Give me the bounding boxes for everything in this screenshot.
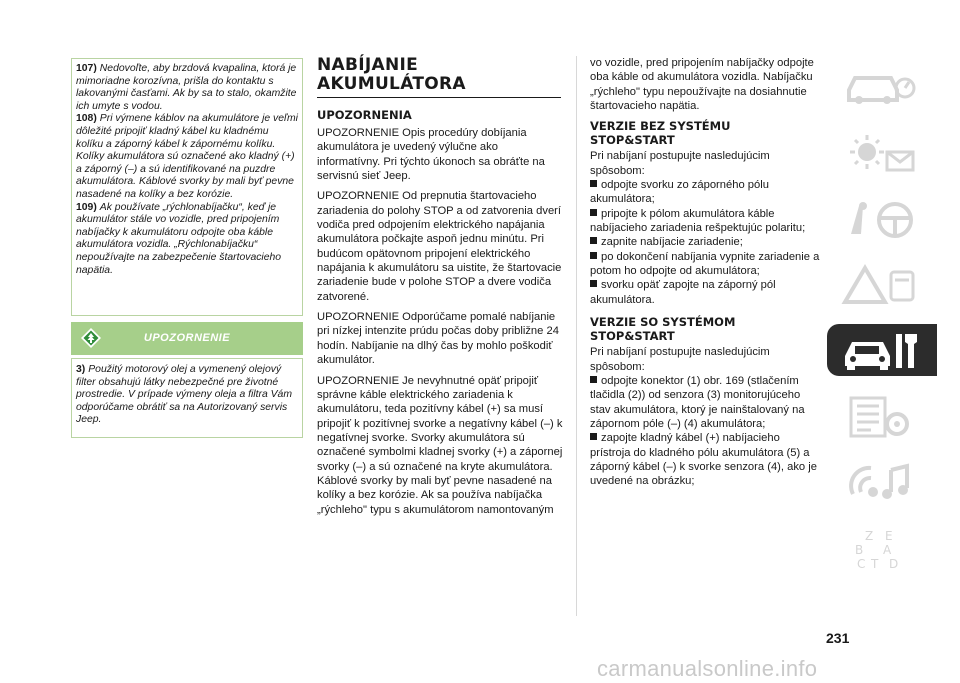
safety-icon <box>841 198 921 240</box>
warning-item-109: 109) Ak používate „rýchlonabíjačku“, keď je akumulátor stále vo vozidle, pred pripojením nabíjačky k akumulátoru odpojte oba káble akumulátora vozidla. „Rýchlonabíjačku“ nepoužívajte na zabezpečenie štartovacieho napätia. <box>76 201 282 276</box>
procedure-lead: Pri nabíjaní postupujte nasledujúcim spôsobom: <box>590 346 770 373</box>
list-item: pripojte k pólom akumulátora káble nabíjacieho zariadenia rešpektujúc polaritu; <box>590 207 806 235</box>
environment-warning-header <box>71 322 303 355</box>
environment-warning-item: 3) Použitý motorový olej a vymenený olejový filter obsahujú látky nebezpečné pre životné prostredie. V prípade výmeny oleja a filtra Vám odporúčame obrátiť sa na Autorizovaný servis Jeep. <box>76 364 292 426</box>
technical-data-icon <box>841 396 921 438</box>
index-letter: D <box>889 557 899 570</box>
tab-car-overview[interactable] <box>827 60 937 112</box>
list-item: zapojte kladný kábel (+) nabíjacieho prístroja do kladného pólu akumulátora (5) a záporný kábel (–) k svorke senzora (4), ako je uvedené na obrázku; <box>590 432 817 488</box>
tab-maintenance-active[interactable] <box>827 324 937 376</box>
bullet-icon <box>590 376 597 383</box>
car-dashboard-icon <box>841 66 921 108</box>
tab-safety[interactable] <box>827 192 937 244</box>
environment-warning-box <box>71 358 303 438</box>
environment-warning-title: UPOZORNENIE <box>143 332 231 344</box>
index-letter: B <box>855 543 864 557</box>
list-item: odpojte svorku zo záporného pólu akumulátora; <box>590 179 769 206</box>
bullet-icon <box>590 280 597 287</box>
subsection-title-with-stopstart: VERZIE SO SYSTÉMOM STOP&START <box>590 315 736 344</box>
warning-triangle-icon <box>841 264 921 306</box>
car-wrench-icon <box>841 330 921 372</box>
index-letter: Z <box>865 529 874 543</box>
paragraph: UPOZORNENIE Je nevyhnutné opäť pripojiť správne káble elektrického zariadenia k akumulátoru, teda pozitívny kábel (+) sa musí pripojiť k pozitívnej svorke a negatívny kábel (–) k negatívnej svorke. Svorky akumulátora sú označené symbolmi kladnej svorky (+) a zápornej svorky (–) a sú označené na kryte akumulátora. Káblové svorky by mali byť pevne nasadené na kolíky a bez korózie. Ak sa používa nabíjačka „rýchleho" typu s akumulátorom namontovaným <box>317 374 563 516</box>
right-column <box>590 56 822 489</box>
multimedia-icon <box>841 462 921 504</box>
bullet-icon <box>590 180 597 187</box>
procedure-lead: Pri nabíjaní postupujte nasledujúcim spôsobom: <box>590 150 770 177</box>
paragraph: vo vozidle, pred pripojením nabíjačky odpojte oba káble od akumulátora vozidla. Nabíjačku „rýchleho" typu nepoužívajte na dosiahnutie štartovacieho napätia. <box>590 57 814 113</box>
warning-lights-icon <box>841 132 921 174</box>
index-letter: C <box>857 557 866 570</box>
watermark: carmanualsonline.info <box>597 656 818 681</box>
subsection-title-no-stopstart: VERZIE BEZ SYSTÉMU STOP&START <box>590 119 731 148</box>
warning-item-107: 107) Nedovoľte, aby brzdová kvapalina, ktorá je mimoriadne korozívna, prišla do kontaktu s lakovanými časťami. Ak by sa to stalo, okamžite ich umyte s vodou. <box>76 63 297 112</box>
alphabet-index-icon <box>841 528 921 570</box>
list-item: svorku opäť zapojte na záporný pól akumulátora. <box>590 279 776 306</box>
warning-item-108: 108) Pri výmene káblov na akumulátore je veľmi dôležité pripojiť kladný kábel ku kladnému kolíku a záporný kábel k zápornému kolíku. Kolíky akumulátora sú označené ako kladný (+) a záporný (–) a sú identifikované na puzdre akumulátora. Káblové svorky by mali byť pevne nasadené na kolíky a bez korózie. <box>76 113 298 200</box>
index-letter: T <box>871 557 879 570</box>
paragraph: UPOZORNENIE Opis procedúry dobíjania akumulátora je uvedený výlučne ako informatívny. Pri týchto úkonoch sa obráťte na servisnú sieť Jeep. <box>317 127 545 183</box>
paragraph: UPOZORNENIE Od prepnutia štartovacieho zariadenia do polohy STOP a od zatvorenia dverí vodiča pred odpojením elektrického napájania akumulátora počkajte aspoň jednu minútu. Pri budúcom opätovnom pripojení elektrického napájania k akumulátoru sa uistite, že štartovacie zariadenie bude v polohe STOP a dvere vodiča zatvorené. <box>317 190 562 303</box>
tab-index[interactable] <box>827 522 937 574</box>
warning-box-items <box>71 58 303 316</box>
tab-starting-driving[interactable] <box>827 258 937 310</box>
title-rule <box>317 97 561 98</box>
page-number: 231 <box>826 630 850 646</box>
bullet-icon <box>590 433 597 440</box>
chapter-tabs <box>827 60 937 588</box>
index-letter: E <box>885 529 893 543</box>
paragraph: UPOZORNENIE Odporúčame pomalé nabíjanie pri nízkej intenzite prúdu počas doby približne 24 hodín. Nabíjanie na dlhý čas by mohlo poškodiť akumulátor. <box>317 311 559 367</box>
tab-multimedia[interactable] <box>827 456 937 508</box>
tab-warning-lights[interactable] <box>827 126 937 178</box>
index-letter: A <box>883 543 892 557</box>
subsection-title: UPOZORNENIA <box>317 108 412 122</box>
tab-technical-data[interactable] <box>827 390 937 442</box>
section-title: NABÍJANIE AKUMULÁTORA <box>317 55 466 94</box>
middle-column <box>317 56 563 523</box>
bullet-icon <box>590 209 597 216</box>
bullet-icon <box>590 252 597 259</box>
list-item: po dokončení nabíjania vypnite zariadenie a potom ho odpojte od akumulátora; <box>590 250 820 278</box>
column-divider <box>576 56 577 616</box>
list-item: zapnite nabíjacie zariadenie; <box>590 235 822 249</box>
bullet-icon <box>590 237 597 244</box>
list-item: odpojte konektor (1) obr. 169 (stlačením tlačidla (2)) od senzora (3) monitorujúceho stav akumulátora, ktorý je nainštalovaný na zápornom póle (–) (4) akumulátora; <box>590 374 805 430</box>
